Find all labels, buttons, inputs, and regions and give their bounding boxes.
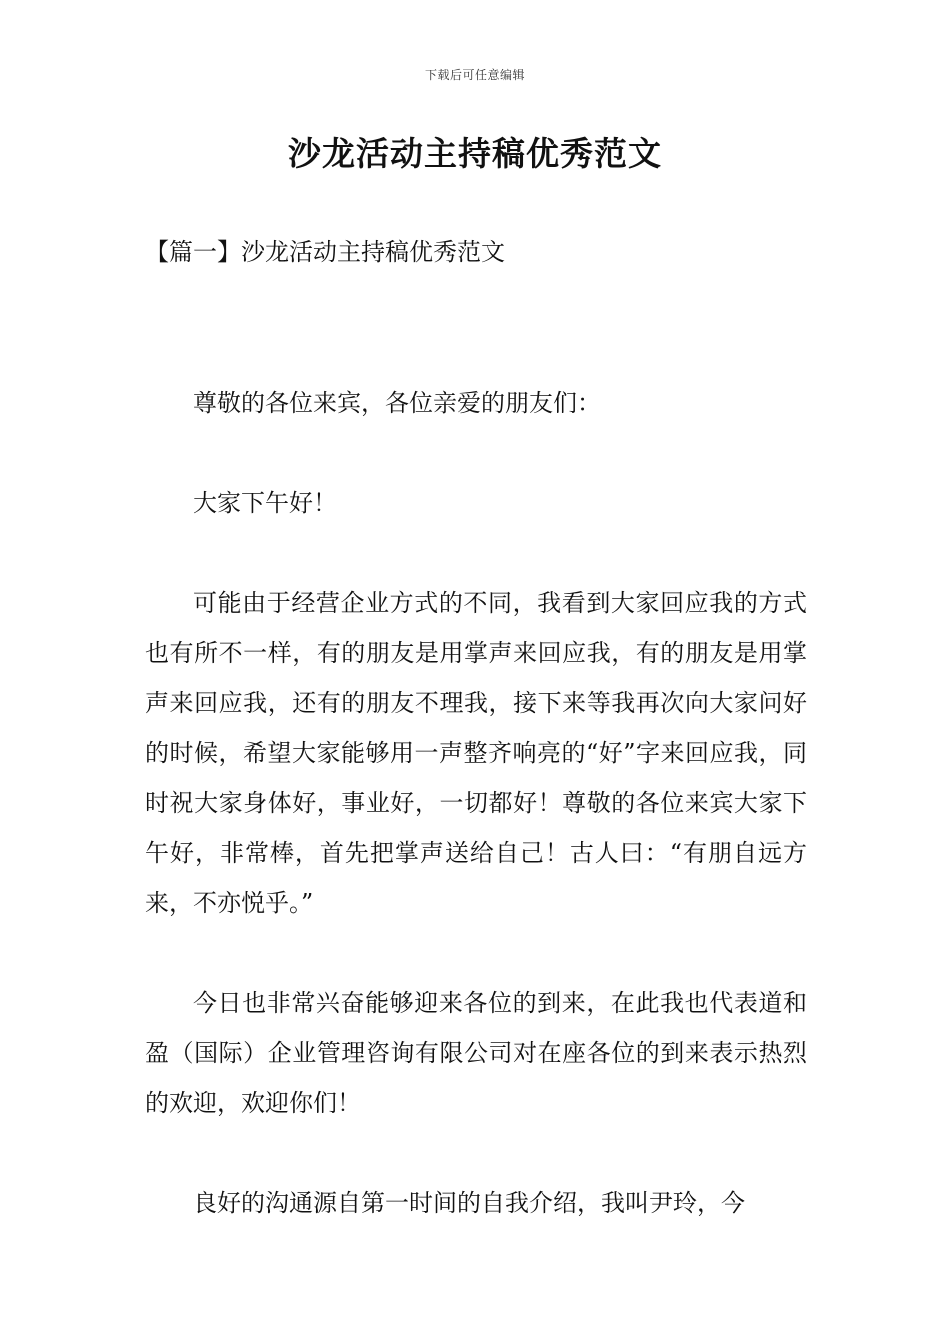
header-note: 下载后可任意编辑: [424, 68, 525, 82]
paragraph-good-afternoon: 大家下午好！: [193, 489, 337, 517]
paragraph-welcome: 今日也非常兴奋能够迎来各位的到来，在此我也代表道和盈（国际）企业管理咨询有限公司对在座各位的到来表示热烈的欢迎，欢迎你们！: [145, 989, 807, 1117]
section-heading: 【篇一】沙龙活动主持稿优秀范文: [145, 238, 505, 266]
paragraph-greeting: 尊敬的各位来宾，各位亲爱的朋友们：: [193, 389, 601, 417]
document-title: 沙龙活动主持稿优秀范文: [288, 134, 662, 173]
paragraph-response: 可能由于经营企业方式的不同，我看到大家回应我的方式也有所不一样，有的朋友是用掌声来回应我，有的朋友是用掌声来回应我，还有的朋友不理我，接下来等我再次向大家问好的时候，希望大家能够用一声整齐响亮的“好”字来回应我，同时祝大家身体好，事业好，一切都好！尊敬的各位来宾大家下午好，非常棒，首先把掌声送给自己！古人曰：“有朋自远方来，不亦悦乎。”: [145, 589, 807, 917]
document-body: [145, 378, 807, 1228]
paragraph-introduction: 良好的沟通源自第一时间的自我介绍，我叫尹玲，今: [193, 1189, 745, 1217]
